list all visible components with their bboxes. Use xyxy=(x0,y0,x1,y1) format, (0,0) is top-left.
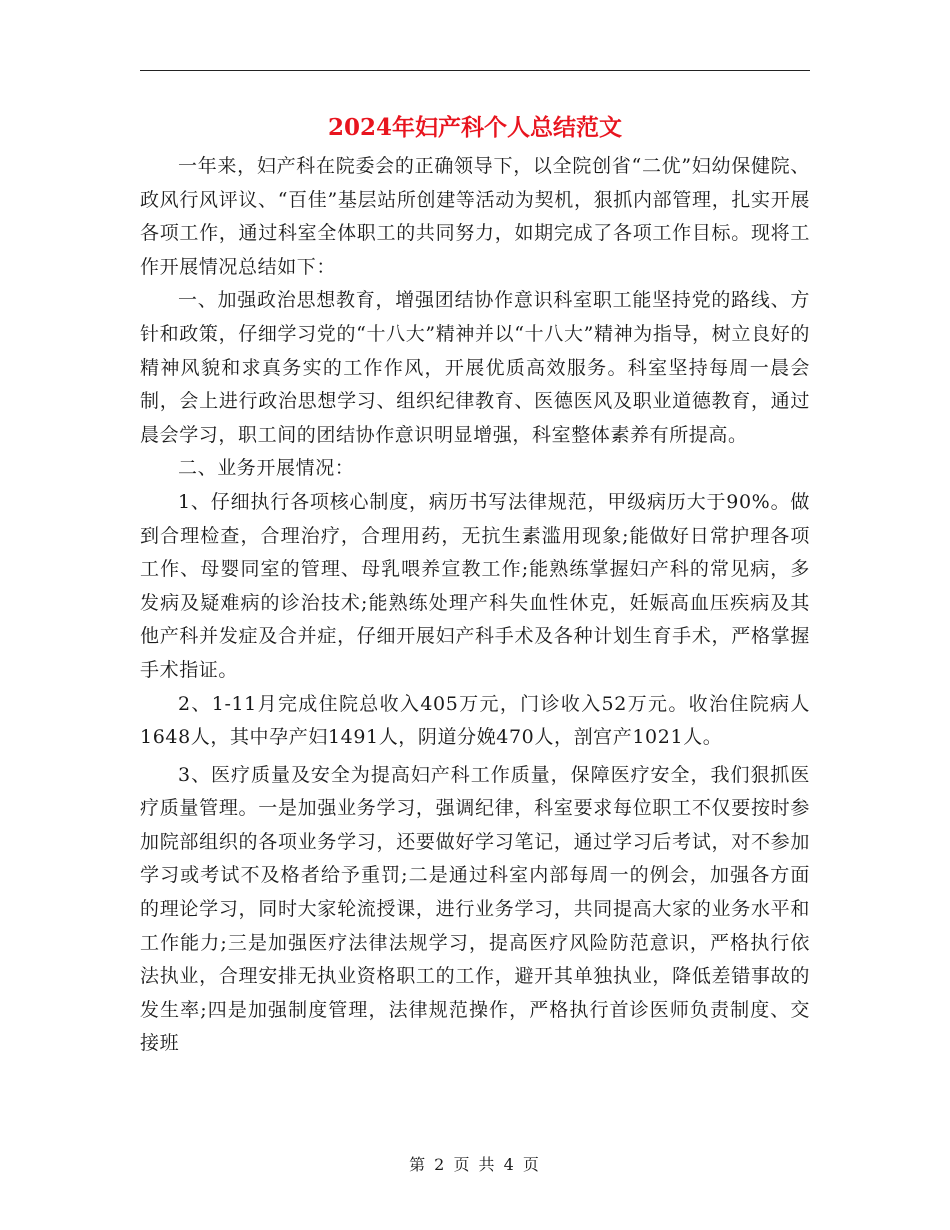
paragraph-intro: 一年来，妇产科在院委会的正确领导下，以全院创省“二优”妇幼保健院、政风行风评议、“百佳”基层站所创建等活动为契机，狠抓内部管理，扎实开展各项工作，通过科室全体职工的共同努力，如期完成了各项工作目标。现将工作开展情况总结如下： xyxy=(140,155,810,278)
paragraph-statistics: 2、1-11月完成住院总收入405万元，门诊收入52万元。收治住院病人1648人，其中孕产妇1491人，阴道分娩470人，剖宫产1021人。 xyxy=(140,692,810,749)
paragraph-business-heading: 二、业务开展情况： xyxy=(178,457,355,480)
paragraph-political-education: 一、加强政治思想教育，增强团结协作意识科室职工能坚持党的路线、方针和政策，仔细学习党的“十八大”精神并以“十八大”精神为指导，树立良好的精神风貌和求真务实的工作作风，开展优质高效服务。科室坚持每周一晨会制，会上进行政治思想学习、组织纪律教育、医德医风及职业道德教育，通过晨会学习，职工间的团结协作意识明显增强，科室整体素养有所提高。 xyxy=(140,289,810,446)
document-body xyxy=(140,150,810,1061)
paragraph-core-systems: 1、仔细执行各项核心制度，病历书写法律规范，甲级病历大于90%。做到合理检查，合理治疗，合理用药，无抗生素滥用现象;能做好日常护理各项工作、母婴同室的管理、母乳喂养宣教工作;能熟练掌握妇产科的常见病，多发病及疑难病的诊治技术;能熟练处理产科失血性休克，妊娠高血压疾病及其他产科并发症及合并症，仔细开展妇产科手术及各种计划生育手术，严格掌握手术指证。 xyxy=(140,490,810,681)
header-rule xyxy=(140,70,810,71)
paragraph-quality-safety: 3、医疗质量及安全为提高妇产科工作质量，保障医疗安全，我们狠抓医疗质量管理。一是加强业务学习，强调纪律，科室要求每位职工不仅要按时参加院部组织的各项业务学习，还要做好学习笔记，通过学习后考试，对不参加学习或考试不及格者给予重罚;二是通过科室内部每周一的例会，加强各方面的理论学习，同时大家轮流授课，进行业务学习，共同提高大家的业务水平和工作能力;三是加强医疗法律法规学习，提高医疗风险防范意识，严格执行依法执业，合理安排无执业资格职工的工作，避开其单独执业，降低差错事故的发生率;四是加强制度管理，法律规范操作，严格执行首诊医师负责制度、交接班 xyxy=(140,763,810,1055)
page-number: 第 2 页 共 4 页 xyxy=(409,1155,541,1174)
document-title: 2024年妇产科个人总结范文 xyxy=(327,114,622,141)
